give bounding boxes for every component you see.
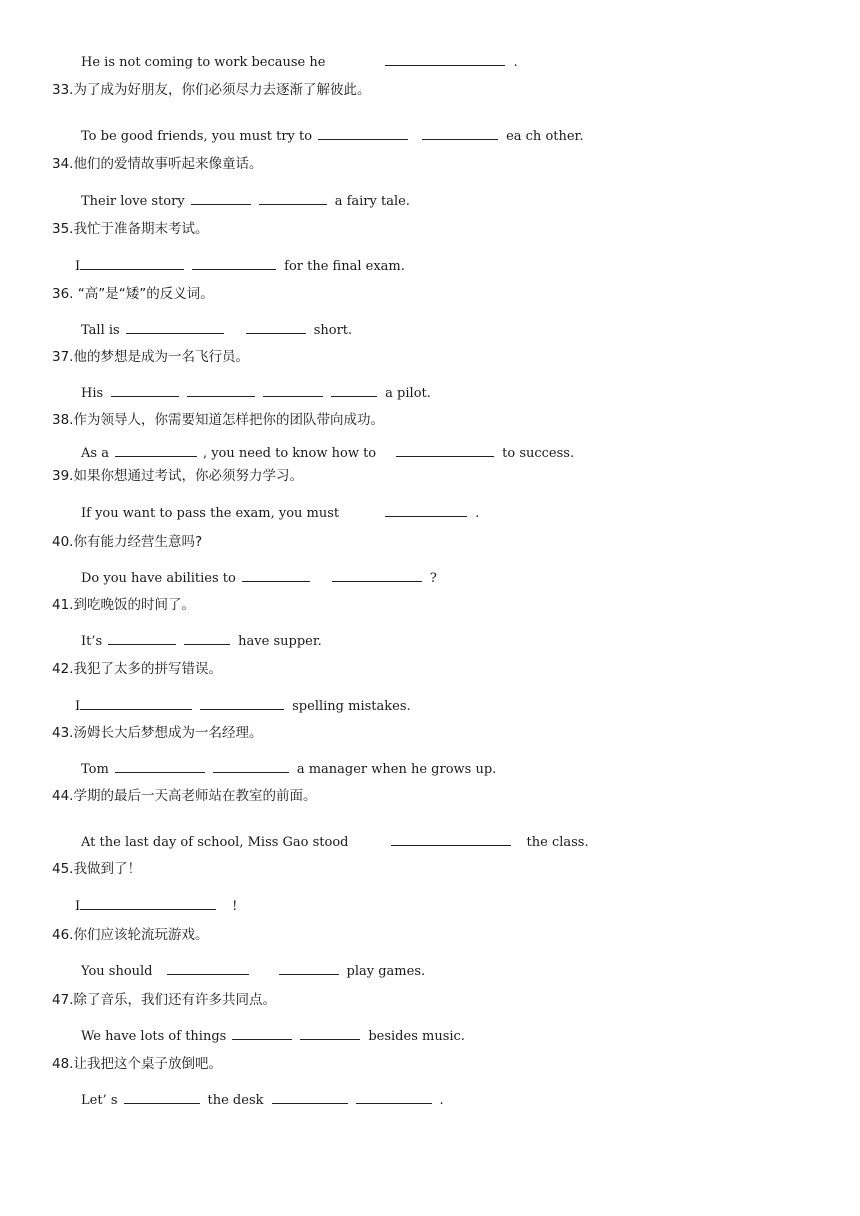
answer-blank[interactable] (80, 897, 216, 910)
answer-line-48: Let’ s the desk . (81, 1093, 444, 1108)
question-36-prompt: 36. “高”是“矮”的反义词。 (52, 286, 214, 302)
answer-blank[interactable] (167, 962, 249, 975)
answer-blank[interactable] (108, 632, 176, 645)
question-35-prompt: 35.我忙于准备期末考试。 (52, 221, 209, 237)
answer-line-38: As a , you need to know how to to success. (81, 446, 575, 461)
answer-blank[interactable] (115, 444, 197, 457)
answer-blank[interactable] (191, 192, 251, 205)
answer-blank[interactable] (422, 127, 498, 140)
answer-blank[interactable] (263, 384, 323, 397)
answer-blank[interactable] (246, 321, 306, 334)
answer-blank[interactable] (213, 760, 289, 773)
answer-blank[interactable] (331, 384, 377, 397)
answer-line-45: I ! (75, 899, 238, 914)
question-48-prompt: 48.让我把这个桌子放倒吧。 (52, 1056, 222, 1072)
question-37-prompt: 37.他的梦想是成为一名飞行员。 (52, 349, 249, 365)
answer-blank[interactable] (385, 53, 505, 66)
answer-blank[interactable] (80, 257, 184, 270)
question-45-prompt: 45.我做到了！ (52, 861, 141, 877)
answer-line-46: You should play games. (81, 964, 426, 979)
answer-line-41: It’s have supper. (81, 634, 322, 649)
answer-line-40: Do you have abilities to ? (81, 571, 437, 586)
answer-blank[interactable] (187, 384, 255, 397)
answer-blank[interactable] (356, 1091, 432, 1104)
answer-line-34: Their love story a fairy tale. (81, 194, 410, 209)
question-39-prompt: 39.如果你想通过考试，你必须努力学习。 (52, 468, 303, 484)
answer-line-33: To be good friends, you must try to ea ch other. (81, 129, 584, 144)
question-40-prompt: 40.你有能力经营生意吗? (52, 534, 203, 550)
answer-blank[interactable] (184, 632, 230, 645)
answer-blank[interactable] (124, 1091, 200, 1104)
answer-blank[interactable] (385, 504, 467, 517)
answer-line-47: We have lots of things besides music. (81, 1029, 465, 1044)
question-46-prompt: 46.你们应该轮流玩游戏。 (52, 927, 209, 943)
answer-line-43: Tom a manager when he grows up. (81, 762, 497, 777)
question-43-prompt: 43.汤姆长大后梦想成为一名经理。 (52, 725, 263, 741)
answer-line-44: At the last day of school, Miss Gao stood the class. (81, 835, 589, 850)
answer-line-37: His a pilot. (81, 386, 431, 401)
answer-blank[interactable] (300, 1027, 360, 1040)
answer-blank[interactable] (391, 833, 511, 846)
answer-line-36: Tall is short. (81, 323, 353, 338)
answer-blank[interactable] (272, 1091, 348, 1104)
answer-blank[interactable] (279, 962, 339, 975)
answer-line-42: I spelling mistakes. (75, 699, 411, 714)
answer-line-39: If you want to pass the exam, you must . (81, 506, 480, 521)
answer-blank[interactable] (396, 444, 494, 457)
question-44-prompt: 44.学期的最后一天高老师站在教室的前面。 (52, 788, 317, 804)
question-41-prompt: 41.到吃晚饭的时间了。 (52, 597, 195, 613)
question-34-prompt: 34.他们的爱情故事听起来像童话。 (52, 156, 263, 172)
answer-line-35: I for the final exam. (75, 259, 405, 274)
answer-blank[interactable] (318, 127, 408, 140)
question-47-prompt: 47.除了音乐，我们还有许多共同点。 (52, 992, 276, 1008)
answer-line-32: He is not coming to work because he . (81, 55, 518, 70)
answer-blank[interactable] (192, 257, 276, 270)
answer-blank[interactable] (200, 697, 284, 710)
question-42-prompt: 42.我犯了太多的拼写错误。 (52, 661, 222, 677)
answer-blank[interactable] (232, 1027, 292, 1040)
answer-blank[interactable] (332, 569, 422, 582)
answer-blank[interactable] (242, 569, 310, 582)
answer-blank[interactable] (259, 192, 327, 205)
answer-blank[interactable] (115, 760, 205, 773)
answer-blank[interactable] (111, 384, 179, 397)
answer-blank[interactable] (126, 321, 224, 334)
answer-blank[interactable] (80, 697, 192, 710)
question-33-prompt: 33.为了成为好朋友，你们必须尽力去逐渐了解彼此。 (52, 82, 371, 98)
question-38-prompt: 38.作为领导人，你需要知道怎样把你的团队带向成功。 (52, 412, 384, 428)
